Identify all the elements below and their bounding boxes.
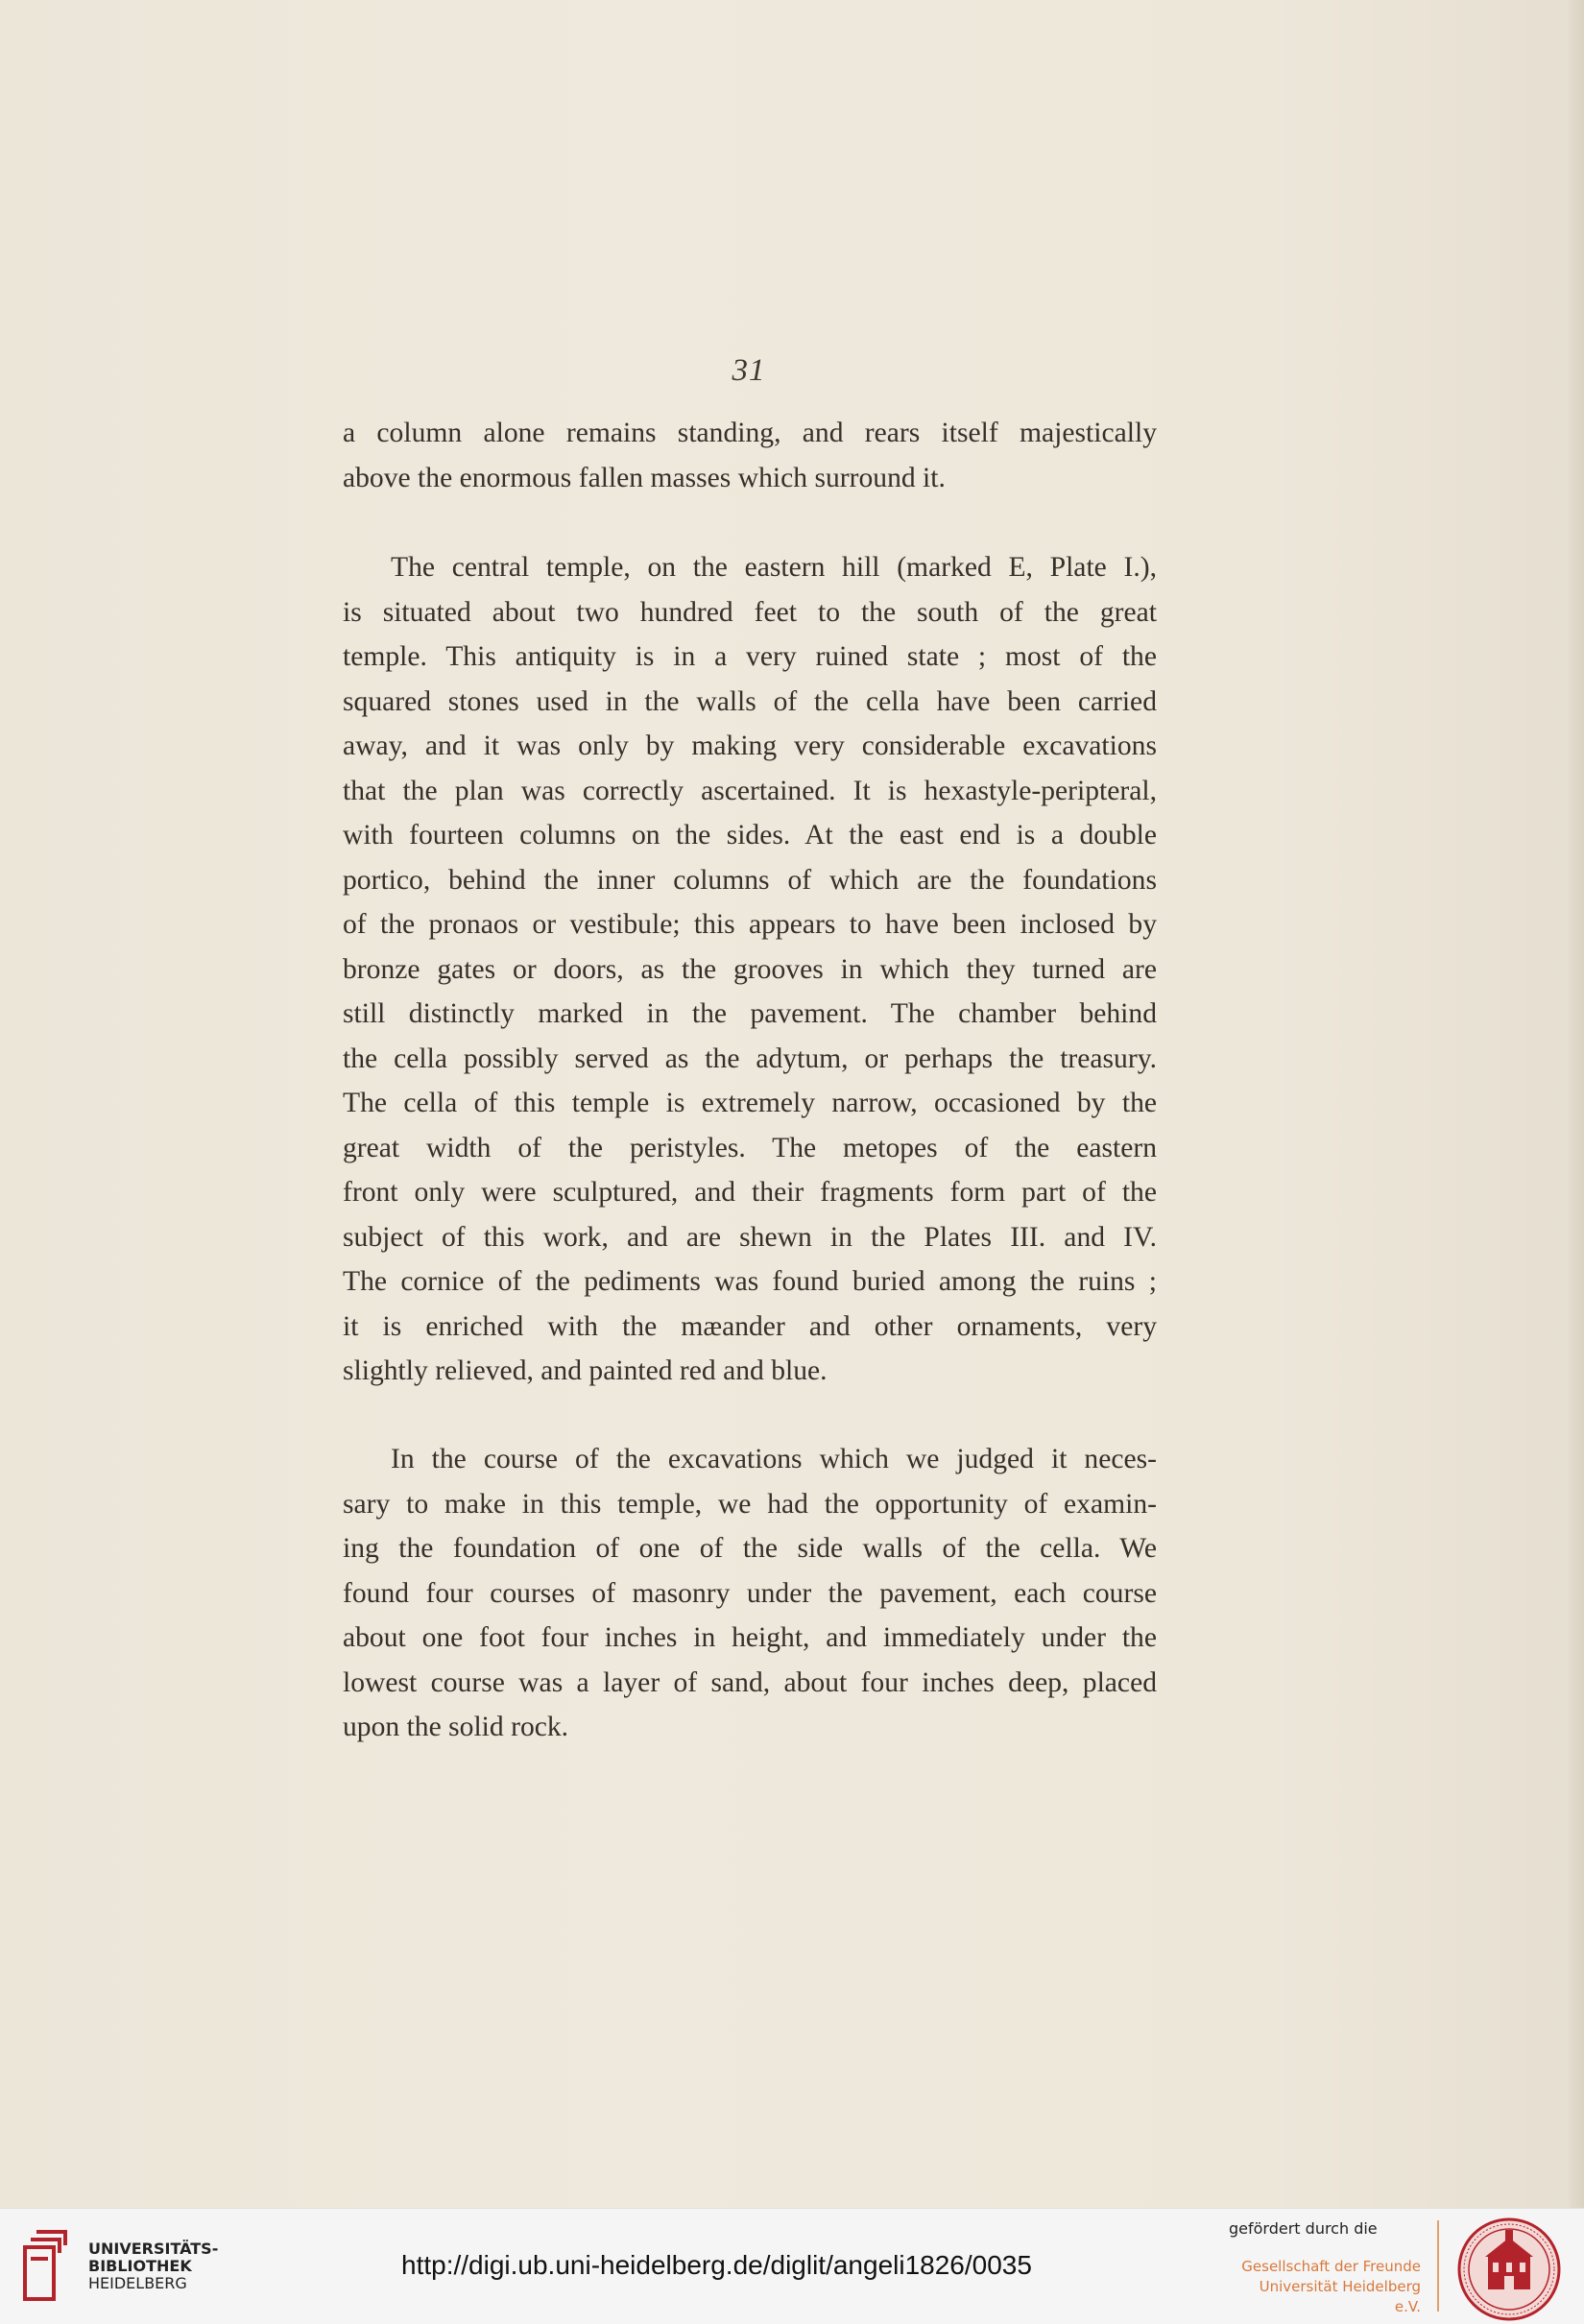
- page-edge: [1569, 0, 1584, 2208]
- text-line: that the plan was correctly ascertained. It is hexastyle-peripteral,: [343, 775, 1157, 806]
- footer-bar: [0, 2208, 1584, 2324]
- text-line: portico, behind the inner columns of which are the foundations: [343, 864, 1157, 896]
- text-line: The cella of this temple is extremely narrow, occasioned by the: [343, 1088, 1157, 1118]
- university-seal-icon: [1456, 2216, 1562, 2322]
- text-line: it is enriched with the mæander and other ornaments, very: [343, 1310, 1157, 1342]
- footer-divider: [1437, 2220, 1439, 2312]
- text-line: slightly relieved, and painted red and blue.: [343, 1355, 828, 1386]
- paragraph-2: [343, 545, 1157, 1394]
- paragraph-3: [343, 1437, 1157, 1750]
- sponsor-label: gefördert durch die: [1229, 2219, 1378, 2238]
- text-line: a column alone remains standing, and rears itself majestically: [343, 418, 1157, 448]
- text-line: away, and it was only by making very considerable excavations: [343, 731, 1157, 761]
- text-line: with fourteen columns on the sides. At the east end is a double: [343, 820, 1157, 851]
- text-line: is situated about two hundred feet to the south of the great: [343, 596, 1157, 628]
- text-line: front only were sculptured, and their fragments form part of the: [343, 1177, 1157, 1208]
- library-name-line-2: BIBLIOTHEK: [88, 2257, 192, 2275]
- text-line: the cella possibly served as the adytum, or perhaps the treasury.: [343, 1042, 1157, 1074]
- permalink-url[interactable]: http://digi.ub.uni-heidelberg.de/diglit/angeli1826/0035: [401, 2250, 1032, 2280]
- text-line: lowest course was a layer of sand, about four inches deep, placed: [343, 1666, 1157, 1698]
- library-name-line-1: UNIVERSITÄTS-: [88, 2240, 219, 2258]
- text-line: sary to make in this temple, we had the opportunity of examin-: [343, 1488, 1157, 1520]
- text-line: ing the foundation of one of the side walls of the cella. We: [343, 1533, 1157, 1564]
- sponsor-name-line-2: Universität Heidelberg e.V.: [1259, 2278, 1421, 2315]
- sponsor-name-line-1: Gesellschaft der Freunde: [1241, 2258, 1421, 2275]
- text-line: subject of this work, and are shewn in the Plates III. and IV.: [343, 1221, 1157, 1253]
- text-line: The central temple, on the eastern hill (marked E, Plate I.),: [391, 552, 1157, 583]
- text-line: upon the solid rock.: [343, 1712, 569, 1742]
- text-line: still distinctly marked in the pavement. The chamber behind: [343, 998, 1157, 1029]
- paragraph-1: [343, 411, 1157, 500]
- library-logo-icon: [17, 2226, 77, 2305]
- text-line: The cornice of the pediments was found buried among the ruins ;: [343, 1266, 1157, 1297]
- text-line: temple. This antiquity is in a very ruined state ; most of the: [343, 641, 1157, 672]
- library-name-line-3: HEIDELBERG: [88, 2274, 187, 2292]
- page-number: 31: [732, 353, 766, 388]
- text-line: above the enormous fallen masses which surround it.: [343, 462, 946, 493]
- sponsor-name: [1229, 2257, 1421, 2317]
- text-line: of the pronaos or vestibule; this appears to have been inclosed by: [343, 909, 1157, 940]
- text-line: In the course of the excavations which we judged it neces-: [391, 1444, 1157, 1474]
- text-line: found four courses of masonry under the pavement, each course: [343, 1577, 1157, 1609]
- library-name: [88, 2240, 218, 2292]
- text-line: great width of the peristyles. The metopes of the eastern: [343, 1132, 1157, 1163]
- text-line: about one foot four inches in height, and immediately under the: [343, 1622, 1157, 1653]
- text-line: bronze gates or doors, as the grooves in which they turned are: [343, 953, 1157, 985]
- text-line: squared stones used in the walls of the cella have been carried: [343, 685, 1157, 717]
